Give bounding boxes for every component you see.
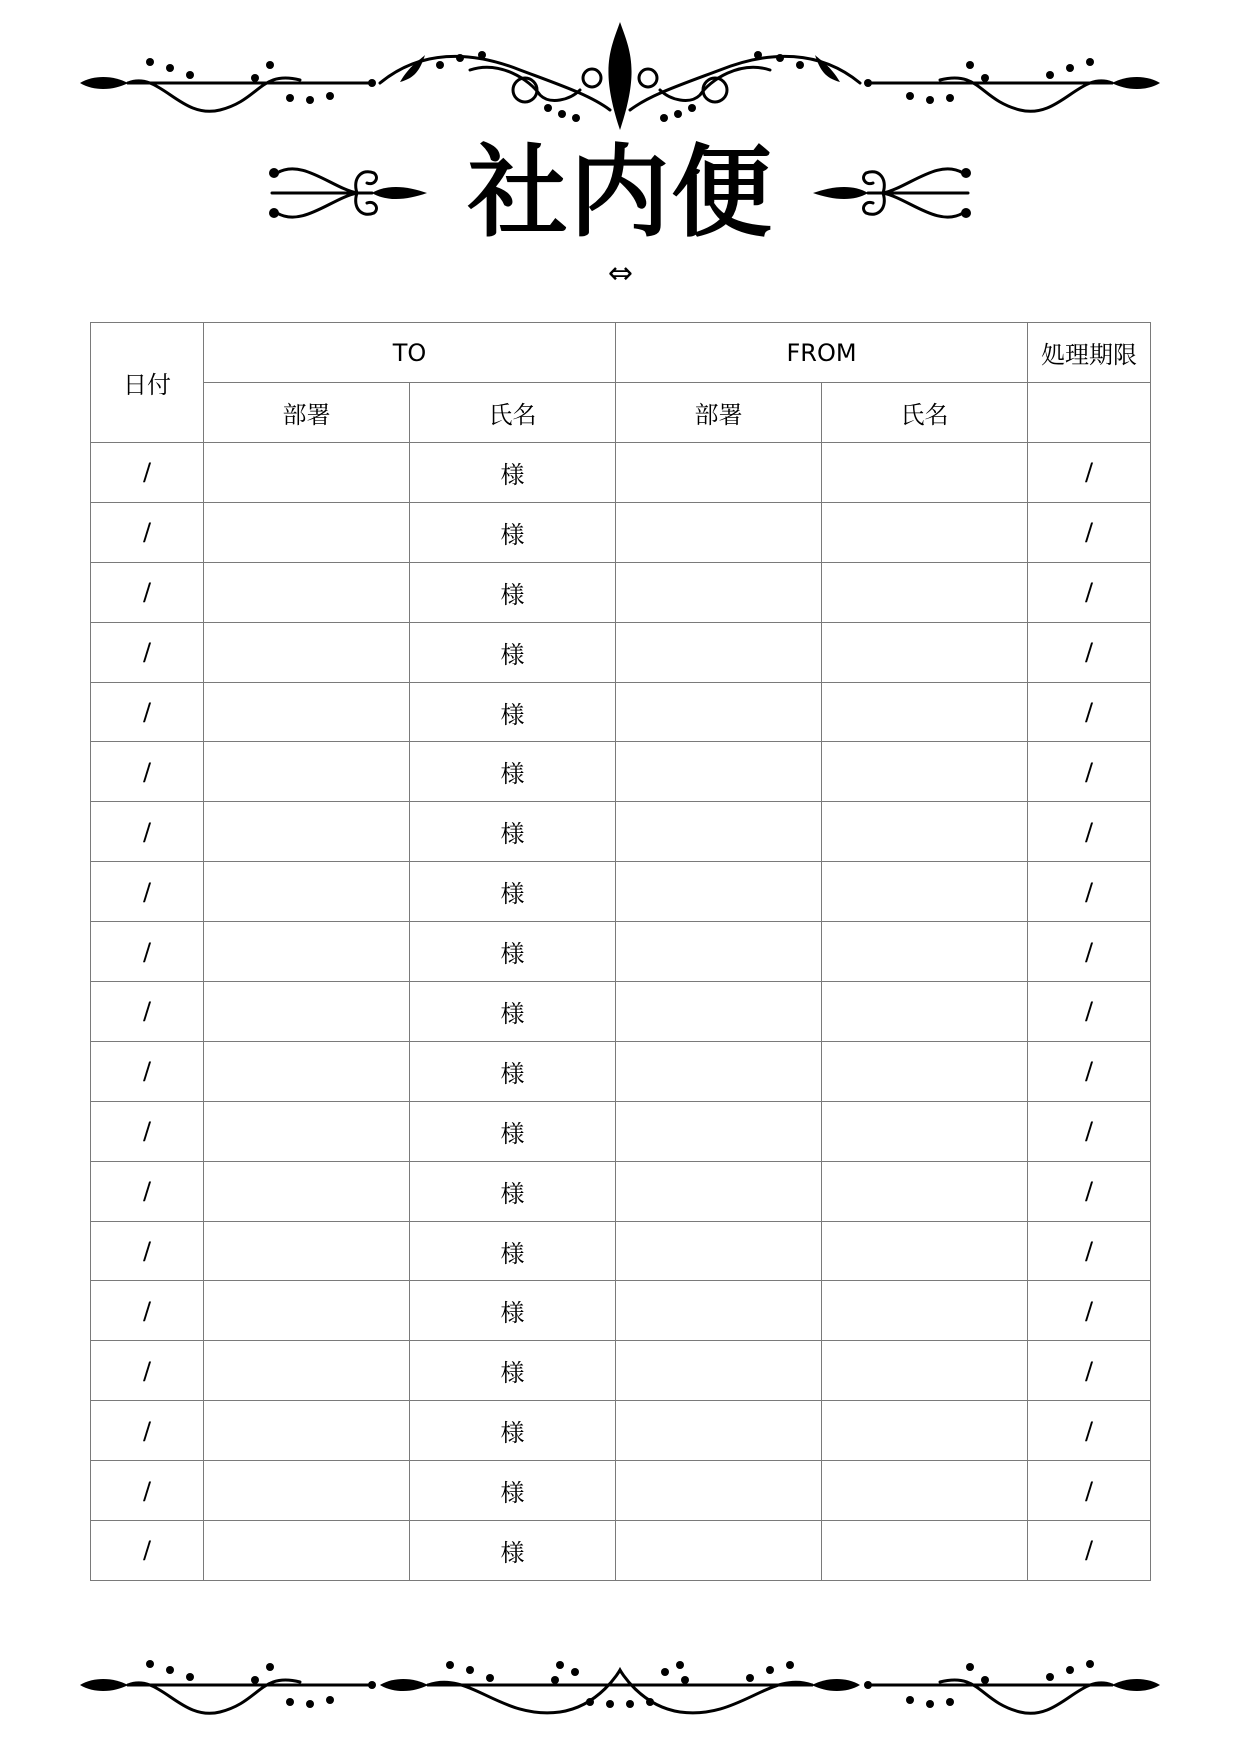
- to-name-cell[interactable]: 様: [410, 502, 616, 562]
- deadline-cell[interactable]: /: [1028, 1161, 1151, 1221]
- table-row: [91, 1281, 1151, 1341]
- from-name-cell[interactable]: [822, 1101, 1028, 1161]
- from-department-cell[interactable]: [616, 502, 822, 562]
- from-name-cell[interactable]: [822, 1341, 1028, 1401]
- to-name-cell[interactable]: 様: [410, 802, 616, 862]
- to-name-cell[interactable]: 様: [410, 982, 616, 1042]
- to-department-cell[interactable]: [204, 443, 410, 503]
- deadline-cell[interactable]: /: [1028, 443, 1151, 503]
- to-name-cell[interactable]: 様: [410, 682, 616, 742]
- to-department-cell[interactable]: [204, 1281, 410, 1341]
- deadline-cell[interactable]: /: [1028, 622, 1151, 682]
- deadline-cell[interactable]: /: [1028, 502, 1151, 562]
- deadline-cell[interactable]: /: [1028, 922, 1151, 982]
- table-row: [91, 1161, 1151, 1221]
- table-row: [91, 1041, 1151, 1101]
- table-row: [91, 443, 1151, 503]
- header-from-department: 部署: [616, 383, 822, 443]
- date-cell[interactable]: /: [91, 1221, 204, 1281]
- to-name-cell[interactable]: 様: [410, 1341, 616, 1401]
- to-department-cell[interactable]: [204, 1461, 410, 1521]
- table-row: [91, 1341, 1151, 1401]
- from-name-cell[interactable]: [822, 1221, 1028, 1281]
- from-department-cell[interactable]: [616, 1161, 822, 1221]
- page-title: 社内便: [467, 134, 774, 251]
- to-name-cell[interactable]: 様: [410, 622, 616, 682]
- from-name-cell[interactable]: [822, 1281, 1028, 1341]
- to-name-cell[interactable]: 様: [410, 1521, 616, 1581]
- date-cell[interactable]: /: [91, 1041, 204, 1101]
- to-department-cell[interactable]: [204, 1041, 410, 1101]
- header-from-name: 氏名: [822, 383, 1028, 443]
- to-name-cell[interactable]: 様: [410, 1101, 616, 1161]
- from-department-cell[interactable]: [616, 862, 822, 922]
- table-row: [91, 1221, 1151, 1281]
- to-department-cell[interactable]: [204, 1221, 410, 1281]
- top-flourish-border-icon: [0, 10, 1241, 140]
- deadline-cell[interactable]: /: [1028, 1401, 1151, 1461]
- title-row: [0, 130, 1241, 250]
- to-department-cell[interactable]: [204, 1521, 410, 1581]
- table-row: [91, 982, 1151, 1042]
- deadline-cell[interactable]: /: [1028, 1101, 1151, 1161]
- to-name-cell[interactable]: 様: [410, 862, 616, 922]
- deadline-cell[interactable]: /: [1028, 1521, 1151, 1581]
- from-department-cell[interactable]: [616, 1341, 822, 1401]
- from-department-cell[interactable]: [616, 982, 822, 1042]
- to-name-cell[interactable]: 様: [410, 562, 616, 622]
- from-name-cell[interactable]: [822, 922, 1028, 982]
- from-name-cell[interactable]: [822, 1041, 1028, 1101]
- to-name-cell[interactable]: 様: [410, 443, 616, 503]
- table-row: [91, 742, 1151, 802]
- table-row: [91, 562, 1151, 622]
- deadline-cell[interactable]: /: [1028, 1221, 1151, 1281]
- table-row: [91, 862, 1151, 922]
- date-cell[interactable]: /: [91, 862, 204, 922]
- date-cell[interactable]: /: [91, 682, 204, 742]
- date-cell[interactable]: /: [91, 1101, 204, 1161]
- date-cell[interactable]: /: [91, 1341, 204, 1401]
- deadline-cell[interactable]: /: [1028, 1341, 1151, 1401]
- to-name-cell[interactable]: 様: [410, 1041, 616, 1101]
- from-name-cell[interactable]: [822, 1161, 1028, 1221]
- date-cell[interactable]: /: [91, 1401, 204, 1461]
- from-department-cell[interactable]: [616, 562, 822, 622]
- table-row: [91, 622, 1151, 682]
- to-department-cell[interactable]: [204, 922, 410, 982]
- deadline-cell[interactable]: /: [1028, 682, 1151, 742]
- to-name-cell[interactable]: 様: [410, 1461, 616, 1521]
- deadline-cell[interactable]: /: [1028, 742, 1151, 802]
- from-name-cell[interactable]: [822, 443, 1028, 503]
- date-cell[interactable]: /: [91, 622, 204, 682]
- scroll-flourish-right-icon: [808, 148, 978, 238]
- from-department-cell[interactable]: [616, 1041, 822, 1101]
- exchange-arrow-symbol: ⇔: [607, 256, 634, 291]
- to-department-cell[interactable]: [204, 562, 410, 622]
- table-row: [91, 502, 1151, 562]
- date-cell[interactable]: /: [91, 742, 204, 802]
- from-name-cell[interactable]: [822, 802, 1028, 862]
- table-row: [91, 922, 1151, 982]
- table-row: [91, 802, 1151, 862]
- header-deadline: 処理期限: [1028, 323, 1151, 383]
- deadline-cell[interactable]: /: [1028, 1041, 1151, 1101]
- header-from: FROM: [616, 323, 1028, 383]
- to-department-cell[interactable]: [204, 622, 410, 682]
- header-row-sub: [91, 383, 1151, 443]
- from-department-cell[interactable]: [616, 443, 822, 503]
- from-name-cell[interactable]: [822, 502, 1028, 562]
- deadline-cell[interactable]: /: [1028, 982, 1151, 1042]
- to-department-cell[interactable]: [204, 802, 410, 862]
- to-department-cell[interactable]: [204, 742, 410, 802]
- from-department-cell[interactable]: [616, 1521, 822, 1581]
- to-department-cell[interactable]: [204, 1161, 410, 1221]
- to-department-cell[interactable]: [204, 862, 410, 922]
- from-name-cell[interactable]: [822, 622, 1028, 682]
- to-name-cell[interactable]: 様: [410, 1281, 616, 1341]
- from-name-cell[interactable]: [822, 982, 1028, 1042]
- from-department-cell[interactable]: [616, 1221, 822, 1281]
- from-department-cell[interactable]: [616, 1281, 822, 1341]
- to-department-cell[interactable]: [204, 1401, 410, 1461]
- deadline-cell[interactable]: /: [1028, 802, 1151, 862]
- date-cell[interactable]: /: [91, 502, 204, 562]
- to-name-cell[interactable]: 様: [410, 1221, 616, 1281]
- deadline-cell[interactable]: /: [1028, 1461, 1151, 1521]
- to-department-cell[interactable]: [204, 982, 410, 1042]
- from-department-cell[interactable]: [616, 802, 822, 862]
- from-name-cell[interactable]: [822, 682, 1028, 742]
- header-to-department: 部署: [204, 383, 410, 443]
- from-department-cell[interactable]: [616, 1461, 822, 1521]
- deadline-cell[interactable]: /: [1028, 562, 1151, 622]
- date-cell[interactable]: /: [91, 982, 204, 1042]
- date-cell[interactable]: /: [91, 1461, 204, 1521]
- header-to: TO: [204, 323, 616, 383]
- to-department-cell[interactable]: [204, 1101, 410, 1161]
- to-name-cell[interactable]: 様: [410, 1401, 616, 1461]
- table-row: [91, 1521, 1151, 1581]
- to-name-cell[interactable]: 様: [410, 1161, 616, 1221]
- date-cell[interactable]: /: [91, 443, 204, 503]
- deadline-cell[interactable]: /: [1028, 862, 1151, 922]
- from-department-cell[interactable]: [616, 682, 822, 742]
- header-deadline-blank: [1028, 383, 1151, 443]
- table-row: [91, 1101, 1151, 1161]
- bottom-flourish-border-icon: [0, 1640, 1241, 1730]
- from-name-cell[interactable]: [822, 1461, 1028, 1521]
- header-to-name: 氏名: [410, 383, 616, 443]
- from-department-cell[interactable]: [616, 1101, 822, 1161]
- date-cell[interactable]: /: [91, 1161, 204, 1221]
- to-name-cell[interactable]: 様: [410, 922, 616, 982]
- from-department-cell[interactable]: [616, 922, 822, 982]
- date-cell[interactable]: /: [91, 1521, 204, 1581]
- deadline-cell[interactable]: /: [1028, 1281, 1151, 1341]
- date-cell[interactable]: /: [91, 562, 204, 622]
- from-department-cell[interactable]: [616, 742, 822, 802]
- date-cell[interactable]: /: [91, 1281, 204, 1341]
- table-row: [91, 1401, 1151, 1461]
- from-department-cell[interactable]: [616, 1401, 822, 1461]
- to-department-cell[interactable]: [204, 502, 410, 562]
- table-row: [91, 1461, 1151, 1521]
- to-name-cell[interactable]: 様: [410, 742, 616, 802]
- from-name-cell[interactable]: [822, 1401, 1028, 1461]
- from-name-cell[interactable]: [822, 742, 1028, 802]
- from-department-cell[interactable]: [616, 622, 822, 682]
- from-name-cell[interactable]: [822, 1521, 1028, 1581]
- to-department-cell[interactable]: [204, 682, 410, 742]
- internal-mail-log-table: [90, 322, 1151, 1581]
- header-row-top: [91, 323, 1151, 383]
- from-name-cell[interactable]: [822, 862, 1028, 922]
- header-date: 日付: [91, 323, 204, 443]
- table-row: [91, 682, 1151, 742]
- from-name-cell[interactable]: [822, 562, 1028, 622]
- date-cell[interactable]: /: [91, 802, 204, 862]
- date-cell[interactable]: /: [91, 922, 204, 982]
- to-department-cell[interactable]: [204, 1341, 410, 1401]
